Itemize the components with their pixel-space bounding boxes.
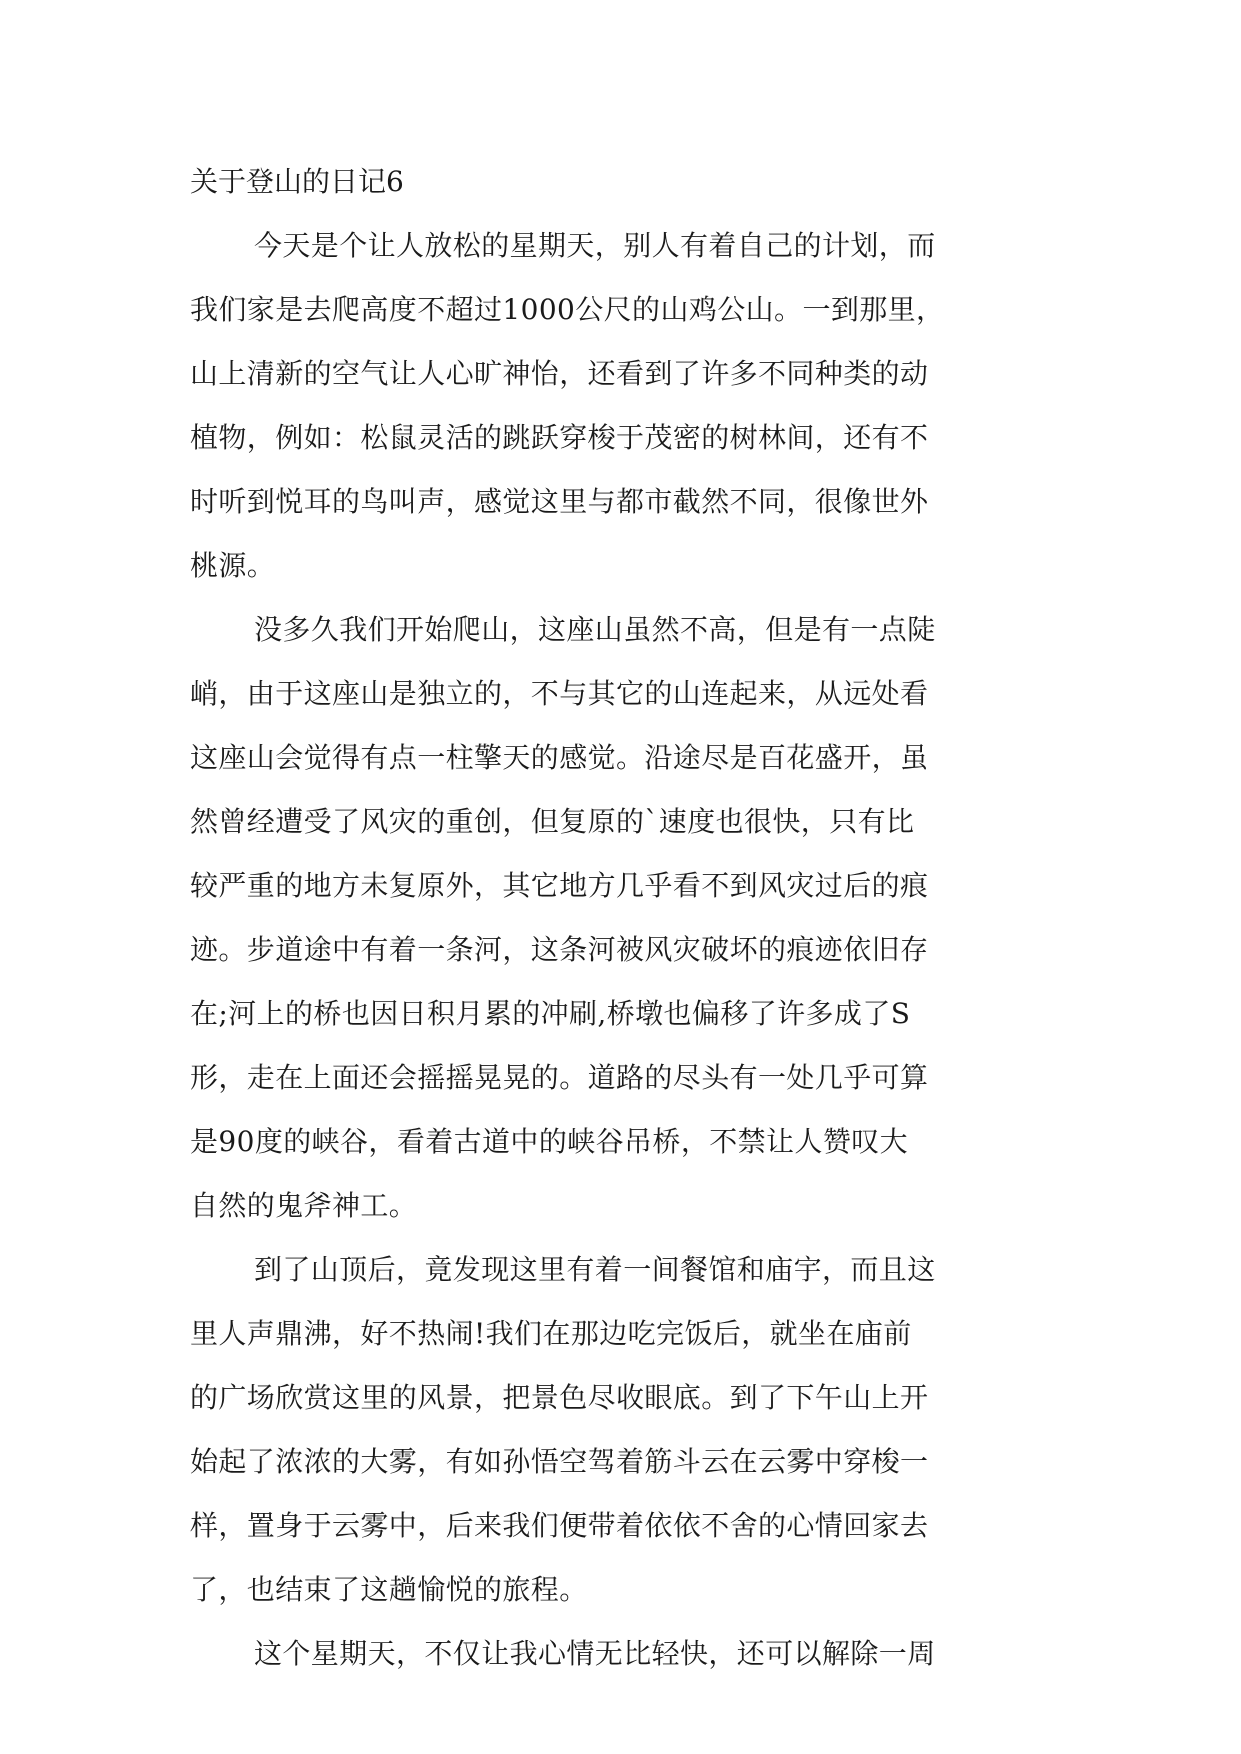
paragraph-3-line-1: 到了山顶后，竟发现这里有着一间餐馆和庙宇，而且这 bbox=[254, 1253, 936, 1286]
paragraph-1-line-1: 今天是个让人放松的星期天，别人有着自己的计划，而 bbox=[254, 229, 936, 262]
paragraph-3-line-2: 里人声鼎沸，好不热闹!我们在那边吃完饭后，就坐在庙前 bbox=[190, 1317, 912, 1350]
document-title: 关于登山的日记6 bbox=[190, 165, 404, 198]
paragraph-2-line-1: 没多久我们开始爬山，这座山虽然不高，但是有一点陡 bbox=[254, 613, 936, 646]
paragraph-3-line-4: 始起了浓浓的大雾，有如孙悟空驾着筋斗云在云雾中穿梭一 bbox=[190, 1445, 929, 1478]
paragraph-2-line-10: 自然的鬼斧神工。 bbox=[190, 1189, 418, 1222]
paragraph-1-line-4: 植物，例如：松鼠灵活的跳跃穿梭于茂密的树林间，还有不 bbox=[190, 421, 929, 454]
paragraph-1-line-6: 桃源。 bbox=[190, 549, 276, 582]
paragraph-2-line-8: 形，走在上面还会摇摇晃晃的。道路的尽头有一处几乎可算 bbox=[190, 1061, 929, 1094]
paragraph-2-line-5: 较严重的地方未复原外，其它地方几乎看不到风灾过后的痕 bbox=[190, 869, 929, 902]
paragraph-2-line-4: 然曾经遭受了风灾的重创，但复原的`速度也很快，只有比 bbox=[190, 805, 915, 838]
paragraph-4-line-1: 这个星期天，不仅让我心情无比轻快，还可以解除一周 bbox=[254, 1637, 936, 1670]
paragraph-1-line-5: 时听到悦耳的鸟叫声，感觉这里与都市截然不同，很像世外 bbox=[190, 485, 929, 518]
paragraph-3-line-5: 样，置身于云雾中，后来我们便带着依依不舍的心情回家去 bbox=[190, 1509, 929, 1542]
paragraph-2-line-3: 这座山会觉得有点一柱擎天的感觉。沿途尽是百花盛开，虽 bbox=[190, 741, 929, 774]
paragraph-1-line-2: 我们家是去爬高度不超过1000公尺的山鸡公山。一到那里， bbox=[190, 293, 945, 326]
paragraph-2-line-7: 在;河上的桥也因日积月累的冲刷,桥墩也偏移了许多成了S bbox=[190, 997, 911, 1030]
paragraph-2-line-2: 峭，由于这座山是独立的，不与其它的山连起来，从远处看 bbox=[190, 677, 929, 710]
paragraph-3-line-6: 了，也结束了这趟愉悦的旅程。 bbox=[190, 1573, 588, 1606]
paragraph-1-line-3: 山上清新的空气让人心旷神怡，还看到了许多不同种类的动 bbox=[190, 357, 929, 390]
paragraph-3-line-3: 的广场欣赏这里的风景，把景色尽收眼底。到了下午山上开 bbox=[190, 1381, 929, 1414]
paragraph-2-line-9: 是90度的峡谷，看着古道中的峡谷吊桥，不禁让人赞叹大 bbox=[190, 1125, 909, 1158]
paragraph-2-line-6: 迹。步道途中有着一条河，这条河被风灾破坏的痕迹依旧存 bbox=[190, 933, 929, 966]
